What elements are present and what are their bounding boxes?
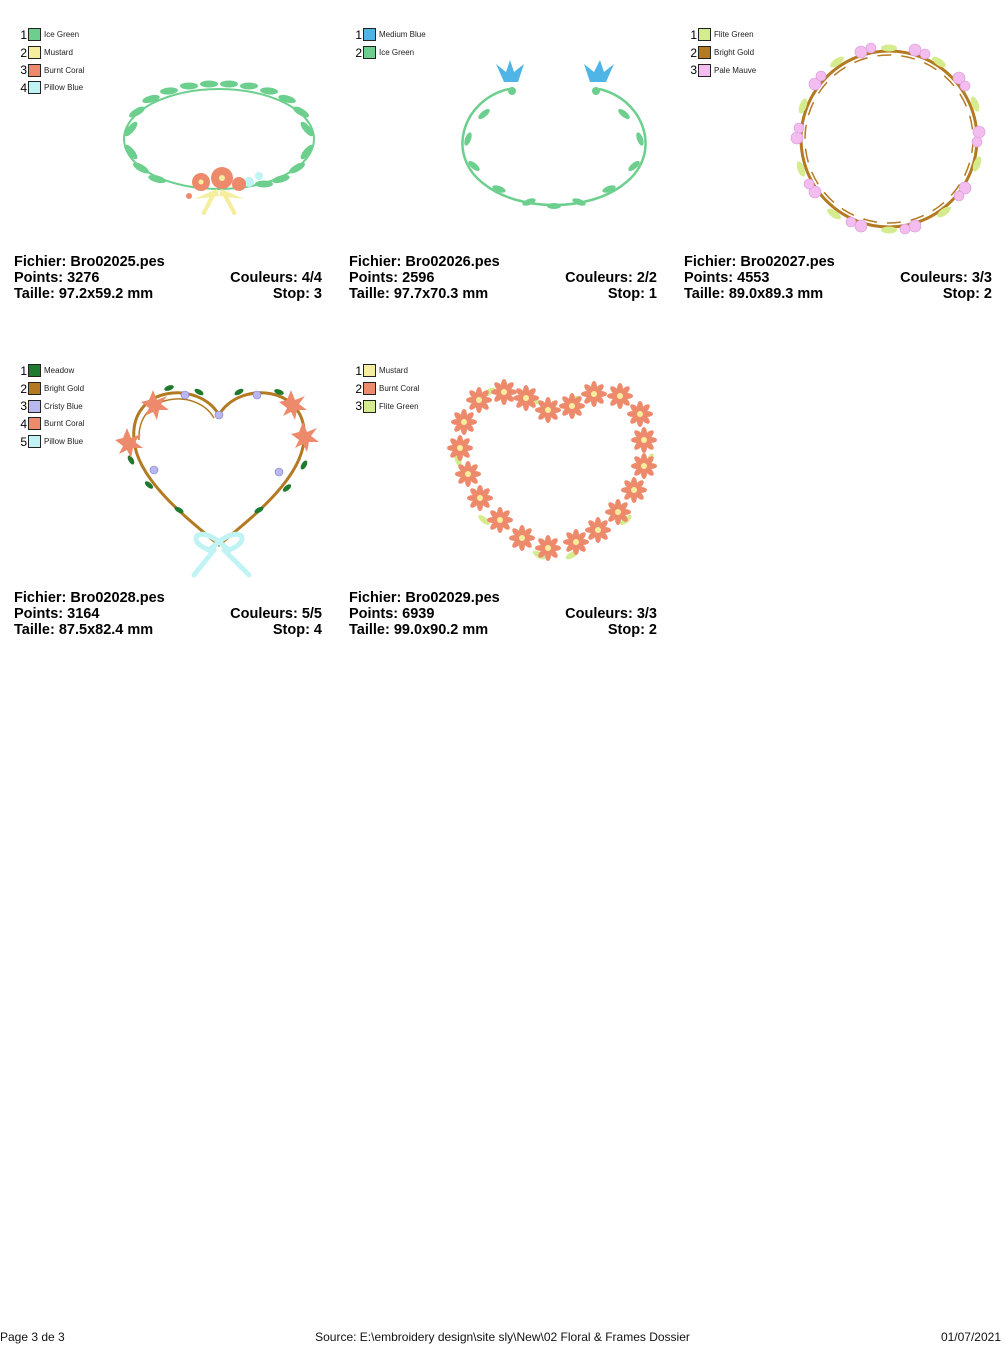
swatch-name: Pale Mauve <box>714 65 757 75</box>
color-legend <box>353 26 426 61</box>
design-card-bro02029 <box>349 362 669 662</box>
file-name: Fichier: Bro02026.pes <box>349 254 500 270</box>
swatch-name: Ice Green <box>44 30 80 40</box>
file-name: Fichier: Bro02029.pes <box>349 590 500 606</box>
page-number: Page 3 de 3 <box>0 1330 65 1344</box>
swatch-number: 5 <box>20 434 27 449</box>
swatch-number: 1 <box>355 363 362 378</box>
stop-count: Stop: 4 <box>272 622 322 638</box>
design-info <box>14 254 322 302</box>
daisy-heart-embroidery <box>444 370 664 580</box>
color-swatch <box>698 46 711 59</box>
swatch-name: Burnt Coral <box>379 384 420 394</box>
stop-count: Stop: 2 <box>607 622 657 638</box>
swatch-name: Bright Gold <box>714 48 755 58</box>
color-count: Couleurs: 2/2 <box>565 270 657 286</box>
color-swatch-row <box>18 26 84 44</box>
color-swatch <box>363 400 376 413</box>
swatch-number: 3 <box>20 399 27 414</box>
color-swatch <box>363 364 376 377</box>
design-info <box>349 254 657 302</box>
file-name: Fichier: Bro02027.pes <box>684 254 835 270</box>
color-swatch <box>363 46 376 59</box>
design-card-bro02026 <box>349 26 669 326</box>
design-size: Taille: 89.0x89.3 mm <box>684 286 824 302</box>
open-oval-vine-embroidery <box>444 34 664 244</box>
swatch-name: Burnt Coral <box>44 419 85 429</box>
stop-count: Stop: 1 <box>607 286 657 302</box>
color-swatch-row <box>353 380 419 398</box>
color-legend <box>18 362 84 450</box>
color-swatch <box>28 435 41 448</box>
file-name: Fichier: Bro02028.pes <box>14 590 165 606</box>
color-swatch-row <box>353 397 419 415</box>
oval-leaf-wreath-embroidery <box>109 34 329 244</box>
color-swatch <box>28 417 41 430</box>
color-swatch-row <box>688 26 756 44</box>
swatch-name: Ice Green <box>379 48 415 58</box>
swatch-name: Pillow Blue <box>44 437 84 447</box>
swatch-number: 4 <box>20 416 27 431</box>
color-swatch <box>28 382 41 395</box>
swatch-number: 1 <box>355 27 362 42</box>
color-legend <box>353 362 419 415</box>
color-count: Couleurs: 4/4 <box>230 270 322 286</box>
color-swatch-row <box>18 415 84 433</box>
stitch-points: Points: 3276 <box>14 270 100 286</box>
design-info <box>349 590 657 638</box>
stitch-points: Points: 6939 <box>349 606 435 622</box>
stitch-points: Points: 2596 <box>349 270 435 286</box>
color-swatch <box>28 400 41 413</box>
color-swatch-row <box>688 44 756 62</box>
swatch-name: Flite Green <box>714 30 754 40</box>
color-legend <box>688 26 756 79</box>
design-card-bro02025 <box>14 26 334 326</box>
swatch-number: 2 <box>355 45 362 60</box>
color-swatch <box>698 28 711 41</box>
color-swatch <box>363 382 376 395</box>
swatch-name: Flite Green <box>379 401 419 411</box>
swatch-number: 2 <box>20 45 27 60</box>
swatch-name: Meadow <box>44 366 75 376</box>
color-swatch-row <box>353 44 426 62</box>
swatch-number: 1 <box>690 27 697 42</box>
swatch-name: Burnt Coral <box>44 65 85 75</box>
color-swatch <box>363 28 376 41</box>
stitch-points: Points: 4553 <box>684 270 770 286</box>
design-card-bro02027 <box>684 26 1004 326</box>
swatch-number: 3 <box>690 63 697 78</box>
color-swatch-row <box>18 362 84 380</box>
design-info <box>684 254 992 302</box>
stitch-points: Points: 3164 <box>14 606 100 622</box>
stop-count: Stop: 3 <box>272 286 322 302</box>
color-swatch <box>698 64 711 77</box>
swatch-number: 1 <box>20 363 27 378</box>
design-info <box>14 590 322 638</box>
color-legend <box>18 26 84 97</box>
swatch-number: 3 <box>20 63 27 78</box>
color-swatch-row <box>353 362 419 380</box>
round-berry-wreath-embroidery <box>779 34 999 244</box>
file-name: Fichier: Bro02025.pes <box>14 254 165 270</box>
design-size: Taille: 97.7x70.3 mm <box>349 286 489 302</box>
color-count: Couleurs: 3/3 <box>900 270 992 286</box>
source-path: Source: E:\embroidery design\site sly\New\02 Floral & Frames Dossier <box>315 1330 690 1344</box>
color-count: Couleurs: 5/5 <box>230 606 322 622</box>
color-swatch <box>28 46 41 59</box>
color-count: Couleurs: 3/3 <box>565 606 657 622</box>
print-date: 01/07/2021 <box>940 1330 1001 1344</box>
swatch-name: Pillow Blue <box>44 83 84 93</box>
swatch-name: Mustard <box>379 366 408 376</box>
swatch-number: 2 <box>355 381 362 396</box>
swatch-name: Bright Gold <box>44 384 85 394</box>
color-swatch <box>28 364 41 377</box>
color-swatch-row <box>688 61 756 79</box>
swatch-number: 2 <box>20 381 27 396</box>
design-size: Taille: 99.0x90.2 mm <box>349 622 489 638</box>
design-size: Taille: 97.2x59.2 mm <box>14 286 154 302</box>
swatch-name: Mustard <box>44 48 73 58</box>
swatch-number: 1 <box>20 27 27 42</box>
color-swatch <box>28 28 41 41</box>
swatch-number: 2 <box>690 45 697 60</box>
color-swatch <box>28 81 41 94</box>
swatch-name: Cristy Blue <box>44 401 83 411</box>
color-swatch-row <box>18 79 84 97</box>
color-swatch-row <box>18 61 84 79</box>
color-swatch <box>28 64 41 77</box>
color-swatch-row <box>353 26 426 44</box>
stop-count: Stop: 2 <box>942 286 992 302</box>
color-swatch-row <box>18 397 84 415</box>
design-card-bro02028 <box>14 362 334 662</box>
swatch-name: Medium Blue <box>379 30 426 40</box>
color-swatch-row <box>18 44 84 62</box>
color-swatch-row <box>18 433 84 451</box>
design-size: Taille: 87.5x82.4 mm <box>14 622 154 638</box>
swatch-number: 4 <box>20 80 27 95</box>
twig-heart-bow-embroidery <box>109 370 329 580</box>
swatch-number: 3 <box>355 399 362 414</box>
color-swatch-row <box>18 380 84 398</box>
